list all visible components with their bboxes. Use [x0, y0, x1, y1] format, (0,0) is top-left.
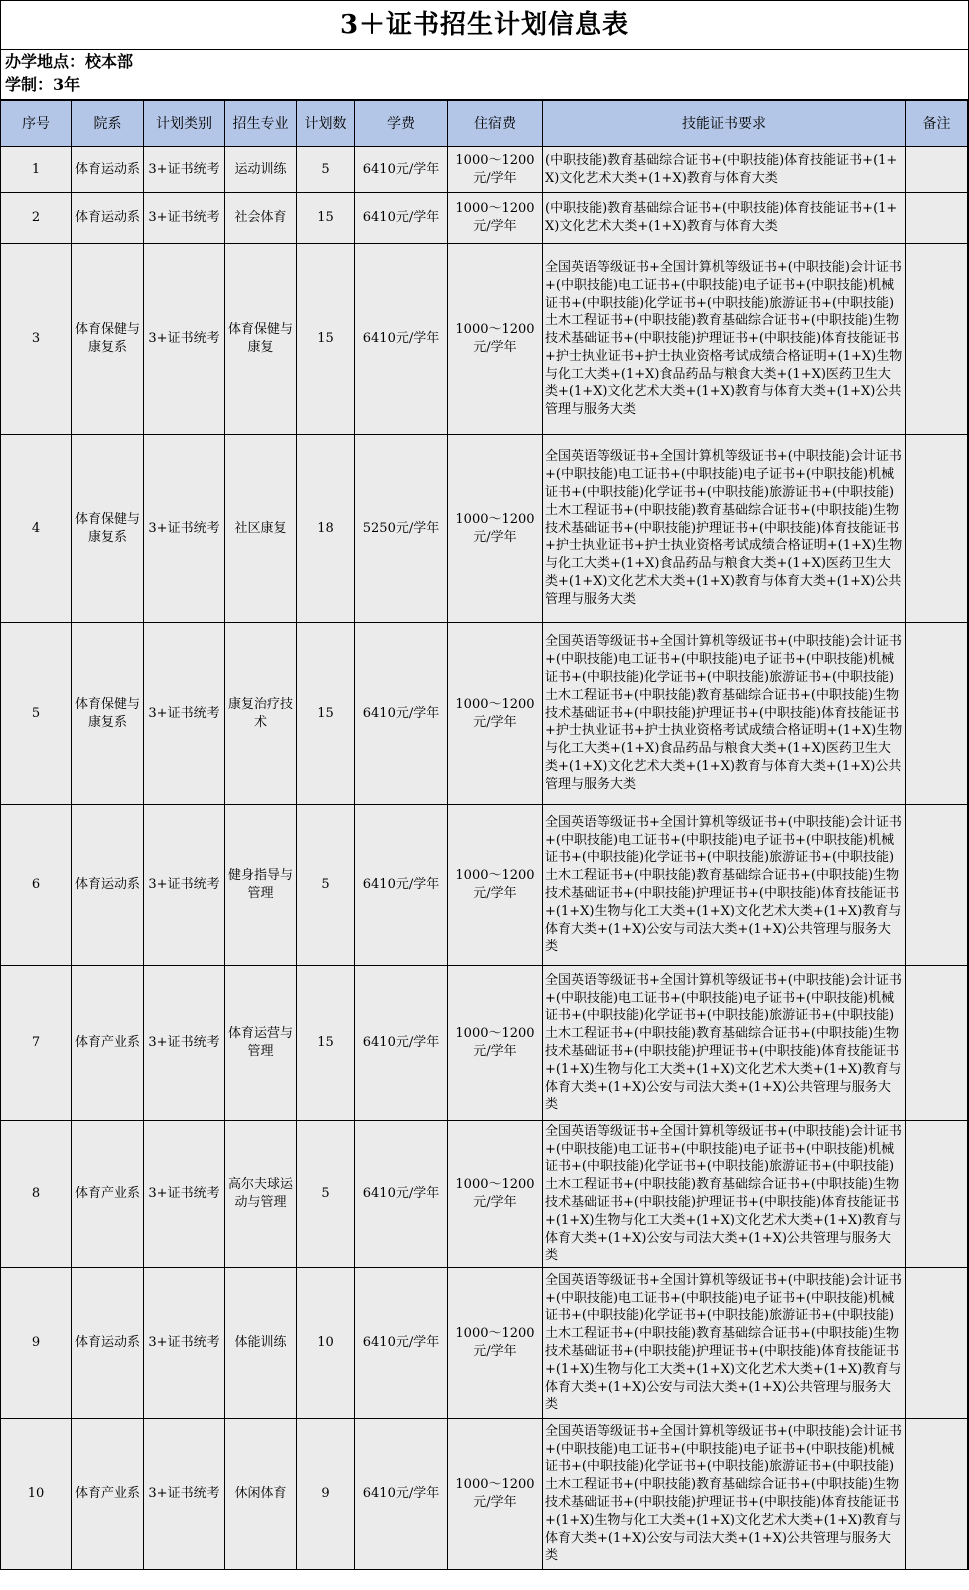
- header-index: 序号: [1, 101, 72, 147]
- cell-major: 体能训练: [225, 1268, 297, 1419]
- cell-plan-count: 15: [297, 623, 355, 805]
- cell-department: 体育运动系: [72, 147, 144, 193]
- cell-plan-count: 18: [297, 435, 355, 623]
- cell-plan-type: 3+证书统考: [144, 1121, 225, 1268]
- cell-tuition: 6410元/学年: [355, 1121, 448, 1268]
- header-department: 院系: [72, 101, 144, 147]
- cell-index: 5: [1, 623, 72, 805]
- cell-major: 高尔夫球运动与管理: [225, 1121, 297, 1268]
- table-row: [1, 244, 968, 435]
- cell-tuition: 6410元/学年: [355, 966, 448, 1121]
- location-value: 校本部: [85, 52, 134, 71]
- cell-index: 10: [1, 1419, 72, 1570]
- cell-major: 体育运营与管理: [225, 966, 297, 1121]
- enrollment-table: [0, 100, 968, 1570]
- cell-notes: [906, 623, 968, 805]
- cell-notes: [906, 147, 968, 193]
- table-row: [1, 1419, 968, 1570]
- table-row: [1, 966, 968, 1121]
- table-header-row: [1, 101, 968, 147]
- cell-tuition: 6410元/学年: [355, 1268, 448, 1419]
- header-plan-count: 计划数: [297, 101, 355, 147]
- header-requirements: 技能证书要求: [543, 101, 906, 147]
- cell-dorm-fee: 1000～1200元/学年: [448, 435, 543, 623]
- cell-notes: [906, 1121, 968, 1268]
- cell-notes: [906, 435, 968, 623]
- table-row: [1, 147, 968, 193]
- header-notes: 备注: [906, 101, 968, 147]
- cell-dorm-fee: 1000～1200元/学年: [448, 193, 543, 244]
- cell-plan-count: 9: [297, 1419, 355, 1570]
- cell-plan-count: 15: [297, 966, 355, 1121]
- cell-major: 运动训练: [225, 147, 297, 193]
- cell-tuition: 6410元/学年: [355, 805, 448, 966]
- table-row: [1, 623, 968, 805]
- location-label: 办学地点：: [5, 52, 86, 71]
- cell-notes: [906, 805, 968, 966]
- cell-plan-count: 5: [297, 147, 355, 193]
- cell-tuition: 6410元/学年: [355, 193, 448, 244]
- header-major: 招生专业: [225, 101, 297, 147]
- cell-index: 9: [1, 1268, 72, 1419]
- cell-department: 体育产业系: [72, 1419, 144, 1570]
- table-row: [1, 1268, 968, 1419]
- cell-plan-type: 3+证书统考: [144, 1419, 225, 1570]
- cell-major: 社区康复: [225, 435, 297, 623]
- cell-notes: [906, 1419, 968, 1570]
- cell-notes: [906, 966, 968, 1121]
- cell-major: 健身指导与管理: [225, 805, 297, 966]
- duration-line: [5, 73, 968, 96]
- duration-label: 学制：: [5, 75, 54, 94]
- cell-requirements: 全国英语等级证书+全国计算机等级证书+(中职技能)会计证书+(中职技能)电工证书+(中职技能)电子证书+(中职技能)机械证书+(中职技能)化学证书+(中职技能)旅游证书+(中职技能)土木工程证书+(中职技能)教育基础综合证书+(中职技能)生物技术基础证书+(中职技能)护理证书+(中职技能)体育技能证书+(1+X)生物与化工大类+(1+X)文化艺术大类+(1+X)教育与体育大类+(1+X)公安与司法大类+(1+X)公共管理与服务大类: [543, 1268, 906, 1419]
- cell-dorm-fee: 1000～1200元/学年: [448, 244, 543, 435]
- cell-major: 休闲体育: [225, 1419, 297, 1570]
- cell-tuition: 6410元/学年: [355, 623, 448, 805]
- cell-plan-count: 10: [297, 1268, 355, 1419]
- cell-dorm-fee: 1000～1200元/学年: [448, 966, 543, 1121]
- cell-plan-type: 3+证书统考: [144, 1268, 225, 1419]
- cell-notes: [906, 193, 968, 244]
- table-row: [1, 435, 968, 623]
- cell-plan-type: 3+证书统考: [144, 805, 225, 966]
- cell-department: 体育产业系: [72, 1121, 144, 1268]
- cell-requirements: (中职技能)教育基础综合证书+(中职技能)体育技能证书+(1+X)文化艺术大类+(1+X)教育与体育大类: [543, 193, 906, 244]
- cell-plan-count: 15: [297, 193, 355, 244]
- cell-dorm-fee: 1000～1200元/学年: [448, 1121, 543, 1268]
- cell-requirements: 全国英语等级证书+全国计算机等级证书+(中职技能)会计证书+(中职技能)电工证书+(中职技能)电子证书+(中职技能)机械证书+(中职技能)化学证书+(中职技能)旅游证书+(中职技能)土木工程证书+(中职技能)教育基础综合证书+(中职技能)生物技术基础证书+(中职技能)护理证书+(中职技能)体育技能证书+护士执业证书+护士执业资格考试成绩合格证明+(1+X)生物与化工大类+(1+X)食品药品与粮食大类+(1+X)医药卫生大类+(1+X)文化艺术大类+(1+X)教育与体育大类+(1+X)公共管理与服务大类: [543, 244, 906, 435]
- cell-index: 1: [1, 147, 72, 193]
- cell-requirements: 全国英语等级证书+全国计算机等级证书+(中职技能)会计证书+(中职技能)电工证书+(中职技能)电子证书+(中职技能)机械证书+(中职技能)化学证书+(中职技能)旅游证书+(中职技能)土木工程证书+(中职技能)教育基础综合证书+(中职技能)生物技术基础证书+(中职技能)护理证书+(中职技能)体育技能证书+(1+X)生物与化工大类+(1+X)文化艺术大类+(1+X)教育与体育大类+(1+X)公安与司法大类+(1+X)公共管理与服务大类: [543, 805, 906, 966]
- cell-plan-type: 3+证书统考: [144, 147, 225, 193]
- header-tuition: 学费: [355, 101, 448, 147]
- cell-tuition: 6410元/学年: [355, 244, 448, 435]
- cell-notes: [906, 244, 968, 435]
- cell-tuition: 6410元/学年: [355, 147, 448, 193]
- header-plan-type: 计划类别: [144, 101, 225, 147]
- cell-tuition: 5250元/学年: [355, 435, 448, 623]
- cell-plan-count: 5: [297, 1121, 355, 1268]
- location-line: [5, 50, 968, 73]
- cell-major: 康复治疗技术: [225, 623, 297, 805]
- cell-index: 2: [1, 193, 72, 244]
- page-title: 3＋证书招生计划信息表: [1, 1, 968, 50]
- cell-plan-type: 3+证书统考: [144, 435, 225, 623]
- cell-notes: [906, 1268, 968, 1419]
- cell-plan-type: 3+证书统考: [144, 244, 225, 435]
- cell-requirements: 全国英语等级证书+全国计算机等级证书+(中职技能)会计证书+(中职技能)电工证书+(中职技能)电子证书+(中职技能)机械证书+(中职技能)化学证书+(中职技能)旅游证书+(中职技能)土木工程证书+(中职技能)教育基础综合证书+(中职技能)生物技术基础证书+(中职技能)护理证书+(中职技能)体育技能证书+(1+X)生物与化工大类+(1+X)文化艺术大类+(1+X)教育与体育大类+(1+X)公安与司法大类+(1+X)公共管理与服务大类: [543, 966, 906, 1121]
- cell-plan-type: 3+证书统考: [144, 193, 225, 244]
- cell-department: 体育保健与康复系: [72, 244, 144, 435]
- cell-department: 体育运动系: [72, 1268, 144, 1419]
- cell-dorm-fee: 1000～1200元/学年: [448, 1419, 543, 1570]
- cell-plan-count: 5: [297, 805, 355, 966]
- cell-plan-type: 3+证书统考: [144, 623, 225, 805]
- meta-block: [1, 50, 968, 100]
- cell-requirements: 全国英语等级证书+全国计算机等级证书+(中职技能)会计证书+(中职技能)电工证书+(中职技能)电子证书+(中职技能)机械证书+(中职技能)化学证书+(中职技能)旅游证书+(中职技能)土木工程证书+(中职技能)教育基础综合证书+(中职技能)生物技术基础证书+(中职技能)护理证书+(中职技能)体育技能证书+(1+X)生物与化工大类+(1+X)文化艺术大类+(1+X)教育与体育大类+(1+X)公安与司法大类+(1+X)公共管理与服务大类: [543, 1419, 906, 1570]
- cell-index: 7: [1, 966, 72, 1121]
- cell-index: 4: [1, 435, 72, 623]
- cell-dorm-fee: 1000～1200元/学年: [448, 147, 543, 193]
- cell-index: 6: [1, 805, 72, 966]
- cell-requirements: 全国英语等级证书+全国计算机等级证书+(中职技能)会计证书+(中职技能)电工证书+(中职技能)电子证书+(中职技能)机械证书+(中职技能)化学证书+(中职技能)旅游证书+(中职技能)土木工程证书+(中职技能)教育基础综合证书+(中职技能)生物技术基础证书+(中职技能)护理证书+(中职技能)体育技能证书+(1+X)生物与化工大类+(1+X)文化艺术大类+(1+X)教育与体育大类+(1+X)公安与司法大类+(1+X)公共管理与服务大类: [543, 1121, 906, 1268]
- cell-requirements: 全国英语等级证书+全国计算机等级证书+(中职技能)会计证书+(中职技能)电工证书+(中职技能)电子证书+(中职技能)机械证书+(中职技能)化学证书+(中职技能)旅游证书+(中职技能)土木工程证书+(中职技能)教育基础综合证书+(中职技能)生物技术基础证书+(中职技能)护理证书+(中职技能)体育技能证书+护士执业证书+护士执业资格考试成绩合格证明+(1+X)生物与化工大类+(1+X)食品药品与粮食大类+(1+X)医药卫生大类+(1+X)文化艺术大类+(1+X)教育与体育大类+(1+X)公共管理与服务大类: [543, 435, 906, 623]
- cell-dorm-fee: 1000～1200元/学年: [448, 1268, 543, 1419]
- cell-index: 8: [1, 1121, 72, 1268]
- header-dorm-fee: 住宿费: [448, 101, 543, 147]
- cell-major: 社会体育: [225, 193, 297, 244]
- cell-requirements: (中职技能)教育基础综合证书+(中职技能)体育技能证书+(1+X)文化艺术大类+(1+X)教育与体育大类: [543, 147, 906, 193]
- table-row: [1, 193, 968, 244]
- cell-plan-type: 3+证书统考: [144, 966, 225, 1121]
- cell-dorm-fee: 1000～1200元/学年: [448, 805, 543, 966]
- cell-department: 体育保健与康复系: [72, 435, 144, 623]
- cell-major: 体育保健与康复: [225, 244, 297, 435]
- cell-department: 体育运动系: [72, 193, 144, 244]
- cell-plan-count: 15: [297, 244, 355, 435]
- cell-department: 体育产业系: [72, 966, 144, 1121]
- table-row: [1, 805, 968, 966]
- table-row: [1, 1121, 968, 1268]
- cell-dorm-fee: 1000～1200元/学年: [448, 623, 543, 805]
- cell-requirements: 全国英语等级证书+全国计算机等级证书+(中职技能)会计证书+(中职技能)电工证书+(中职技能)电子证书+(中职技能)机械证书+(中职技能)化学证书+(中职技能)旅游证书+(中职技能)土木工程证书+(中职技能)教育基础综合证书+(中职技能)生物技术基础证书+(中职技能)护理证书+(中职技能)体育技能证书+护士执业证书+护士执业资格考试成绩合格证明+(1+X)生物与化工大类+(1+X)食品药品与粮食大类+(1+X)医药卫生大类+(1+X)文化艺术大类+(1+X)教育与体育大类+(1+X)公共管理与服务大类: [543, 623, 906, 805]
- table-body: [1, 147, 968, 1570]
- cell-department: 体育保健与康复系: [72, 623, 144, 805]
- duration-value: 3年: [53, 75, 81, 94]
- cell-tuition: 6410元/学年: [355, 1419, 448, 1570]
- cell-department: 体育运动系: [72, 805, 144, 966]
- cell-index: 3: [1, 244, 72, 435]
